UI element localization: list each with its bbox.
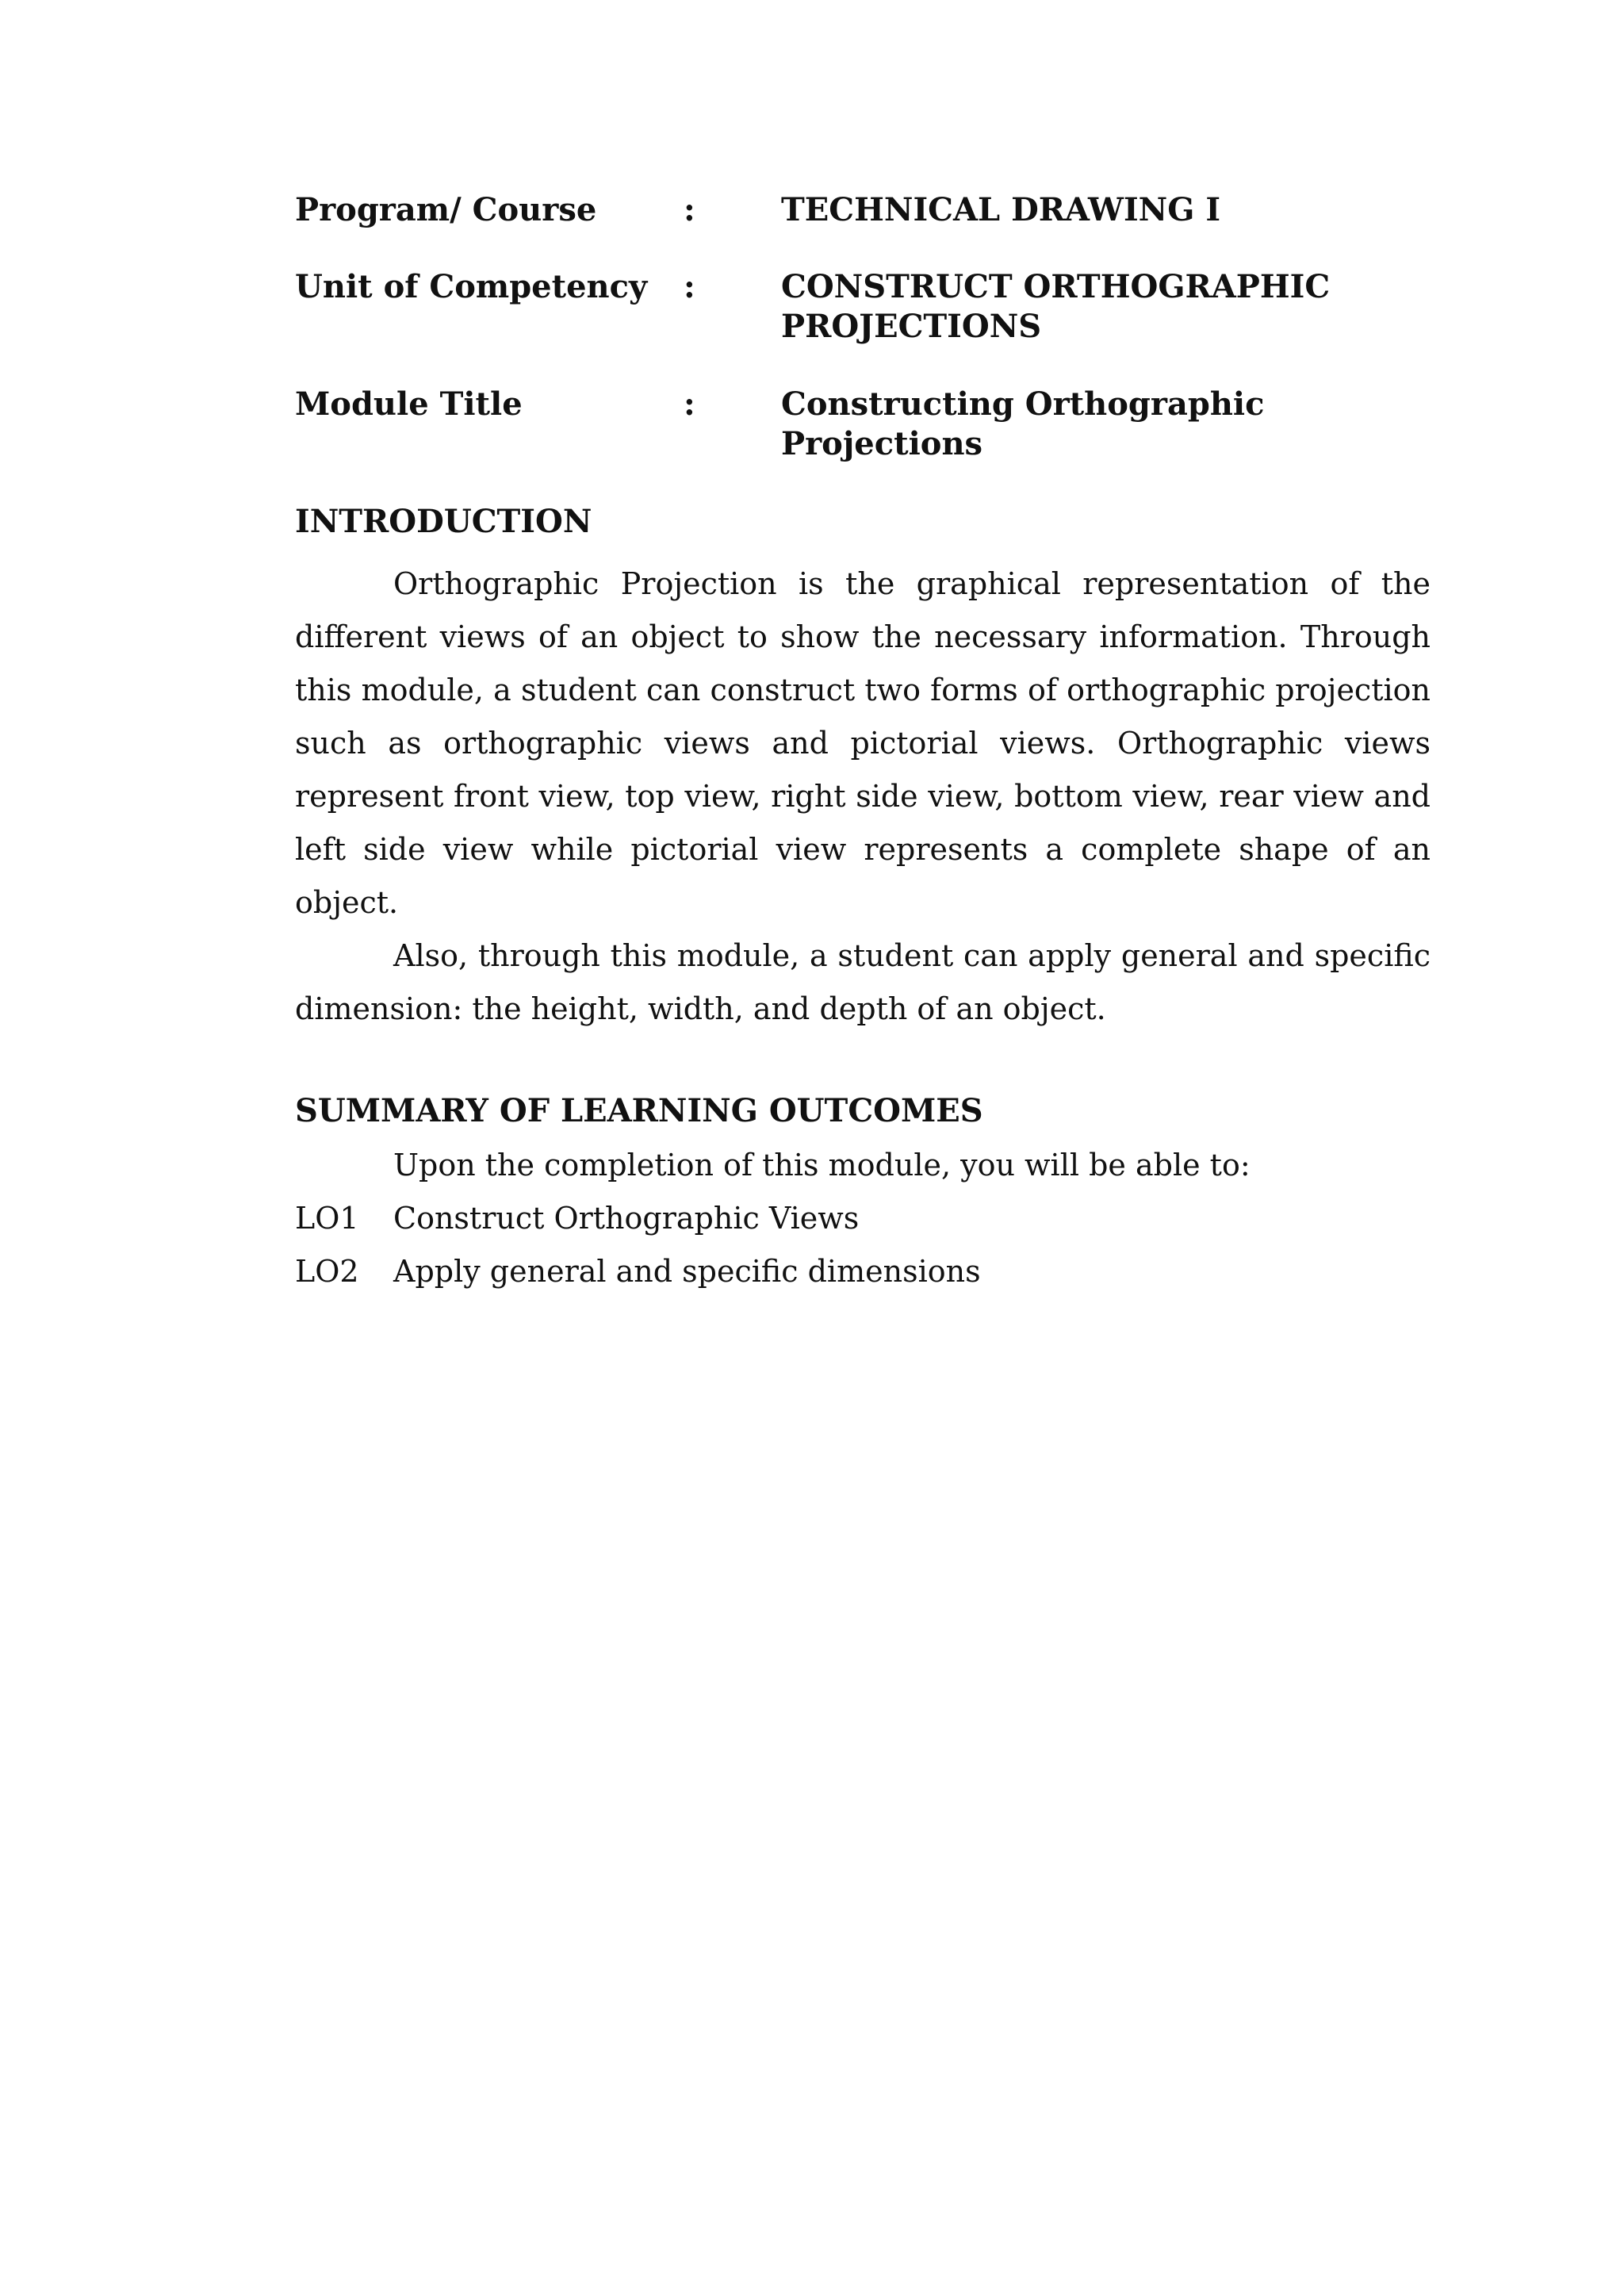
unit-of-competency-row (295, 267, 1431, 347)
module-title-colon: : (684, 385, 695, 423)
program-course-label: Program/ Course (295, 191, 597, 228)
document-page (295, 190, 1431, 1298)
module-title-label: Module Title (295, 385, 523, 423)
introduction-paragraph-1: Orthographic Projection is the graphical representation of the different views of an object to show the necessary information. Through this module, a student can construct two forms of orthographic projection such as orthographic views and pictorial views. Orthographic views represent front view, top view, right side view, bottom view, rear view and left side view while pictorial view represents a complete shape of an object. (295, 566, 1431, 920)
learning-outcome-code: LO2 (295, 1254, 359, 1289)
outcomes-intro: Upon the completion of this module, you will be able to: (393, 1148, 1251, 1182)
module-title-row (295, 385, 1431, 464)
unit-of-competency-label: Unit of Competency (295, 268, 648, 305)
program-course-colon: : (684, 191, 695, 228)
module-title-value: Constructing Orthographic Projections (781, 385, 1265, 462)
program-course-value: TECHNICAL DRAWING I (781, 191, 1221, 228)
learning-outcome-text: Apply general and specific dimensions (393, 1254, 981, 1289)
learning-outcome-code: LO1 (295, 1201, 359, 1236)
unit-of-competency-colon: : (684, 268, 695, 305)
learning-outcome-text: Construct Orthographic Views (393, 1201, 860, 1236)
unit-of-competency-value: CONSTRUCT ORTHOGRAPHIC PROJECTIONS (781, 268, 1331, 345)
introduction-heading: INTRODUCTION (295, 503, 592, 540)
program-course-row (295, 190, 1431, 230)
learning-outcome-item (295, 1245, 1431, 1298)
learning-outcome-item (295, 1192, 1431, 1245)
summary-heading: SUMMARY OF LEARNING OUTCOMES (295, 1092, 983, 1129)
introduction-paragraph-2: Also, through this module, a student can apply general and specific dimension: the height, width, and depth of an object. (295, 938, 1431, 1026)
